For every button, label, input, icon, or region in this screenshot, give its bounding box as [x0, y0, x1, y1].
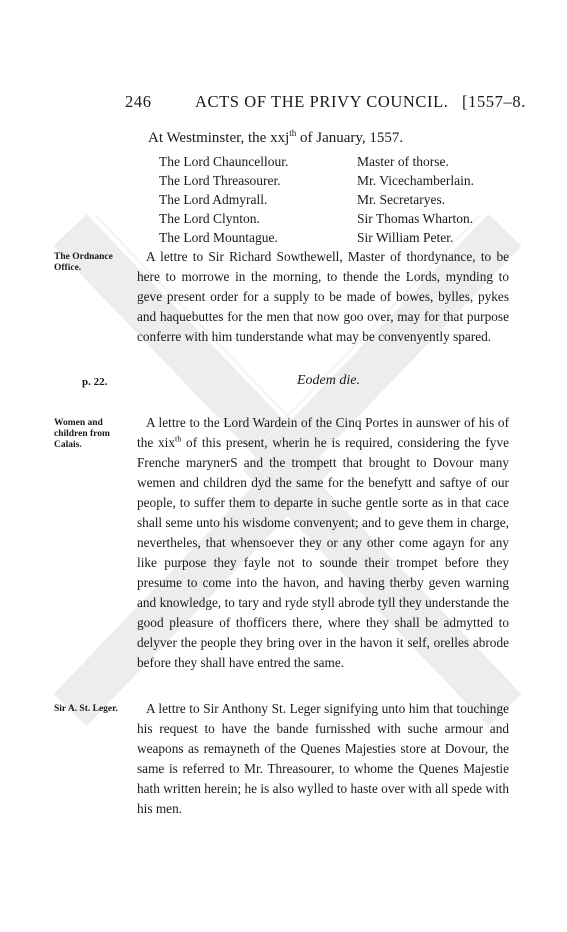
running-title: ACTS OF THE PRIVY COUNCIL. — [195, 92, 449, 111]
entry-stleger: A lettre to Sir Anthony St. Leger signifying unto him that touchinge his request to have the bande furnisshed with suche armour and weapons as remayneth of the Quenes Majesties store at Dovour, the same is referred to Mr. Threasourer, to whome the Quenes Majestie hath written herein; he is also wylled to haste over with all spede with his men. — [137, 701, 509, 816]
attendee: The Lord Clynton. — [159, 211, 260, 226]
running-header — [0, 92, 567, 114]
meeting-heading: At Westminster, the xxj$^{th}$ of January, 1557. — [148, 128, 404, 146]
page-number: 246 — [125, 92, 152, 111]
margin-note-ordnance: The Ordnance Office. — [54, 252, 113, 273]
attendee: Mr. Vicechamberlain. — [357, 173, 475, 188]
attendees-left-column — [159, 152, 288, 247]
attendee: Sir William Peter. — [357, 230, 454, 245]
attendee: The Lord Mountague. — [159, 230, 278, 245]
attendee: Master of thorse. — [357, 154, 449, 169]
margin-note-calais: Women and children from Calais. — [54, 418, 110, 450]
attendee: The Lord Chauncellour. — [159, 154, 289, 169]
attendee: Sir Thomas Wharton. — [357, 211, 474, 226]
attendee: Mr. Secretaryes. — [357, 192, 446, 207]
year-range: [1557–8. — [462, 92, 526, 111]
attendees-right-column — [357, 152, 474, 247]
attendee: The Lord Admyrall. — [159, 192, 268, 207]
page-reference: p. 22. — [82, 376, 108, 388]
attendee: The Lord Threasourer. — [159, 173, 281, 188]
entry-ordnance: A lettre to Sir Richard Sowthewell, Master of thordynance, to be here to morrowe in the morning, to thende the Lords, mynding to geve present order for a supply to be made of bowes, bylles, pykes and haquebuttes for the men that now goo over, may for that purpose conferre with him tunderstande what may be convenyently spared. — [137, 249, 509, 344]
entry-calais: A lettre to the Lord Wardein of the Cinq Portes in aunswer of his of the xix$^{th}$ of this present, wherin he is required, considering the fyve Frenche marynerS and the trompett that brought to Dovour many wemen and children dyd the same for the benefytt and saftye of our people, to suffer them to departe in suche gentle sorte as in that cace shall seme unto his wisdome convenyent; and to geve them in charge, nevertheles, that whensoever they or any other come agayn for any like purpose they fayle not to sounde their trompet before they presume to come into the havon, and having therby geven warning and knowledge, to tary and ryde styll abrode tyll they understande the good pleasure of thofficers there, where they shall be admytted to delyver the people they bring over in the havon it self, orelles abrode before they shall have entred the same. — [137, 415, 509, 670]
section-heading: Eodem die. — [297, 373, 360, 388]
margin-note-stleger: Sir A. St. Leger. — [54, 704, 118, 714]
